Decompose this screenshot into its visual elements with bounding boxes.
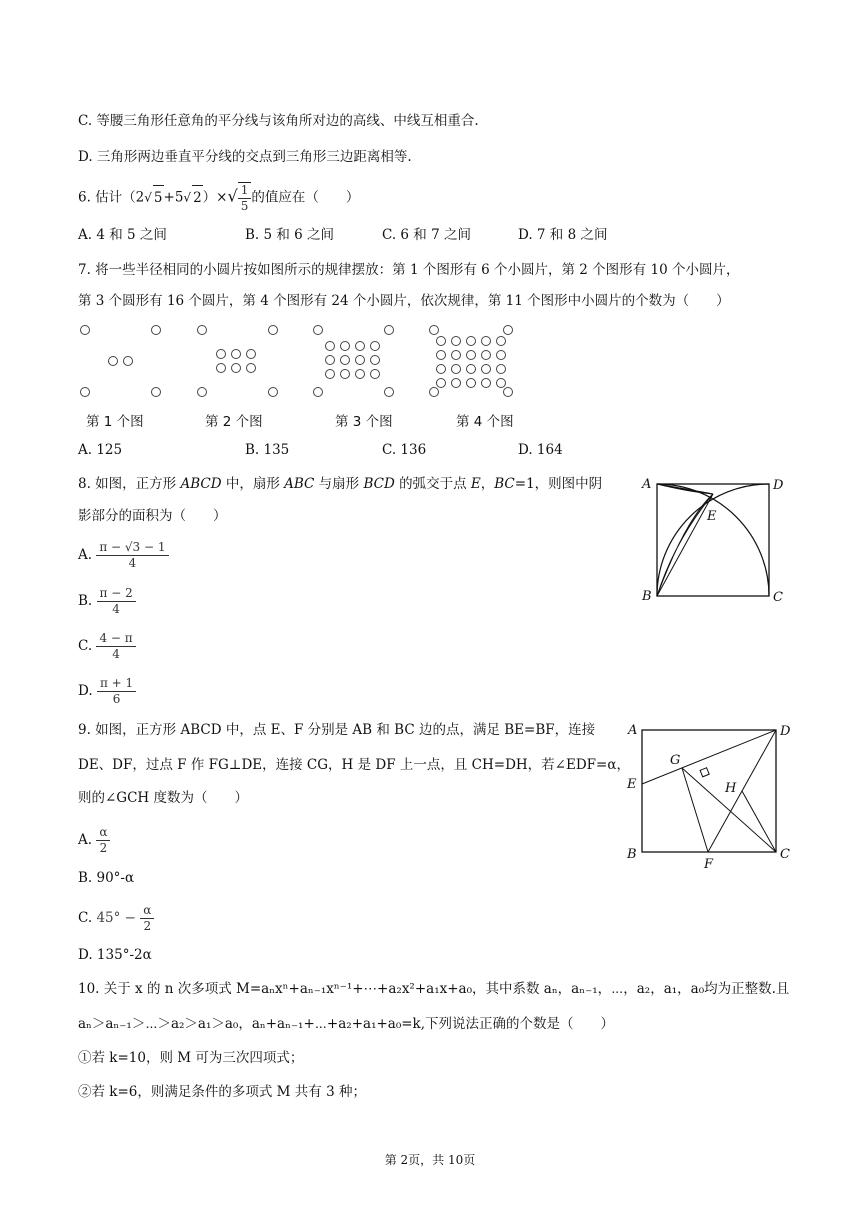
q9-option-d: D. 135°-2α <box>78 947 152 963</box>
q7-caption-2: 第 2 个图 <box>205 414 263 430</box>
q7-stem-line1: 7. 将一些半径相同的小圆片按如图所示的规律摆放：第 1 个图形有 6 个小圆片，第 2 个图形有 10 个小圆片， <box>78 262 740 278</box>
q10-stem-line2: aₙ＞aₙ₋₁＞⋯＞a₂＞a₁＞a₀，aₙ+aₙ₋₁+⋯+a₂+a₁+a₀=k,下列说法正确的个数是（ ） <box>78 1016 615 1032</box>
q9-label-a: A <box>628 723 638 738</box>
q9-option-a: A. $\frac{\alpha}{2}$ <box>78 825 110 856</box>
q8-label-a: A <box>642 477 652 492</box>
q7-option-d: D. 164 <box>518 442 563 458</box>
q5-option-c: C. 等腰三角形任意角的平分线与该角所对边的高线、中线互相重合. <box>78 113 479 129</box>
q8-label-e: E <box>707 509 717 524</box>
q5-option-d: D. 三角形两边垂直平分线的交点到三角形三边距离相等. <box>78 149 412 165</box>
q8-label-c: C <box>773 590 783 605</box>
q6-option-d: D. 7 和 8 之间 <box>518 227 608 243</box>
q7-caption-3: 第 3 个图 <box>335 414 393 430</box>
q9-label-d: D <box>780 724 791 739</box>
q8-option-a: A. $\frac{\pi - √3 - 1}{4}$ <box>78 540 169 571</box>
q9-label-b: B <box>627 847 637 862</box>
q9-label-f: F <box>704 857 714 872</box>
q7-caption-4: 第 4 个图 <box>456 414 514 430</box>
q8-option-c: C. $\frac{4 - \pi}{4}$ <box>78 631 136 662</box>
q6-stem: 6. 估计（2√ 5+5√ 2）×√ $\frac{1}{5}$ 的值应在（ ） <box>78 183 360 213</box>
q9-stem-line2: DE、DF，过点 F 作 FG⊥DE，连接 CG，H 是 DF 上一点，且 CH=DH，若∠EDF=α， <box>78 757 630 773</box>
q10-item-2: ②若 k=6，则满足条件的多项式 M 共有 3 种； <box>78 1084 366 1100</box>
q8-figure <box>630 470 790 610</box>
q7-option-c: C. 136 <box>382 442 427 458</box>
q9-label-e: E <box>627 777 637 792</box>
q8-stem-line1: 8. 如图，正方形 ABCD 中，扇形 ABC 与扇形 BCD 的弧交于点 E，BC=1，则图中阴 <box>78 476 603 492</box>
q8-option-d: D. $\frac{\pi + 1}{6}$ <box>78 676 136 707</box>
q8-stem-line2: 影部分的面积为（ ） <box>78 508 227 524</box>
q9-label-c: C <box>780 847 790 862</box>
q7-option-b: B. 135 <box>245 442 290 458</box>
page-footer: 第 2页，共 10页 <box>384 1153 476 1167</box>
q6-option-a: A. 4 和 5 之间 <box>78 227 167 243</box>
q9-label-h: H <box>725 781 737 796</box>
q7-stem-line2: 第 3 个圆形有 16 个圆片，第 4 个图形有 24 个小圆片，依次规律，第 11 个图形中小圆片的个数为（ ） <box>78 293 730 309</box>
q6-option-b: B. 5 和 6 之间 <box>245 227 335 243</box>
q8-label-d: D <box>773 478 784 493</box>
q10-item-1: ①若 k=10，则 M 可为三次四项式； <box>78 1050 304 1066</box>
q10-stem-line1: 10. 关于 x 的 n 次多项式 M=aₙxⁿ+aₙ₋₁xⁿ⁻¹+⋯+a₂x²+a₁x+a₀，其中系数 aₙ，aₙ₋₁，⋯，a₂，a₁，a₀均为正整数.且 <box>78 981 790 997</box>
q8-label-b: B <box>642 589 652 604</box>
q6-option-c: C. 6 和 7 之间 <box>382 227 471 243</box>
q8-option-b: B. $\frac{\pi - 2}{4}$ <box>78 586 136 617</box>
q7-option-a: A. 125 <box>78 442 123 458</box>
q9-stem-line1: 9. 如图，正方形 ABCD 中，点 E、F 分别是 AB 和 BC 边的点，满足 BE=BF，连接 <box>78 722 596 738</box>
q9-option-c: C. 45° − $\frac{\alpha}{2}$ <box>78 903 154 934</box>
q9-stem-line3: 则的∠GCH 度数为（ ） <box>78 790 248 806</box>
q7-caption-1: 第 1 个图 <box>86 414 144 430</box>
q9-figure <box>622 716 792 876</box>
q9-label-g: G <box>670 753 681 768</box>
q9-option-b: B. 90°-α <box>78 870 135 886</box>
